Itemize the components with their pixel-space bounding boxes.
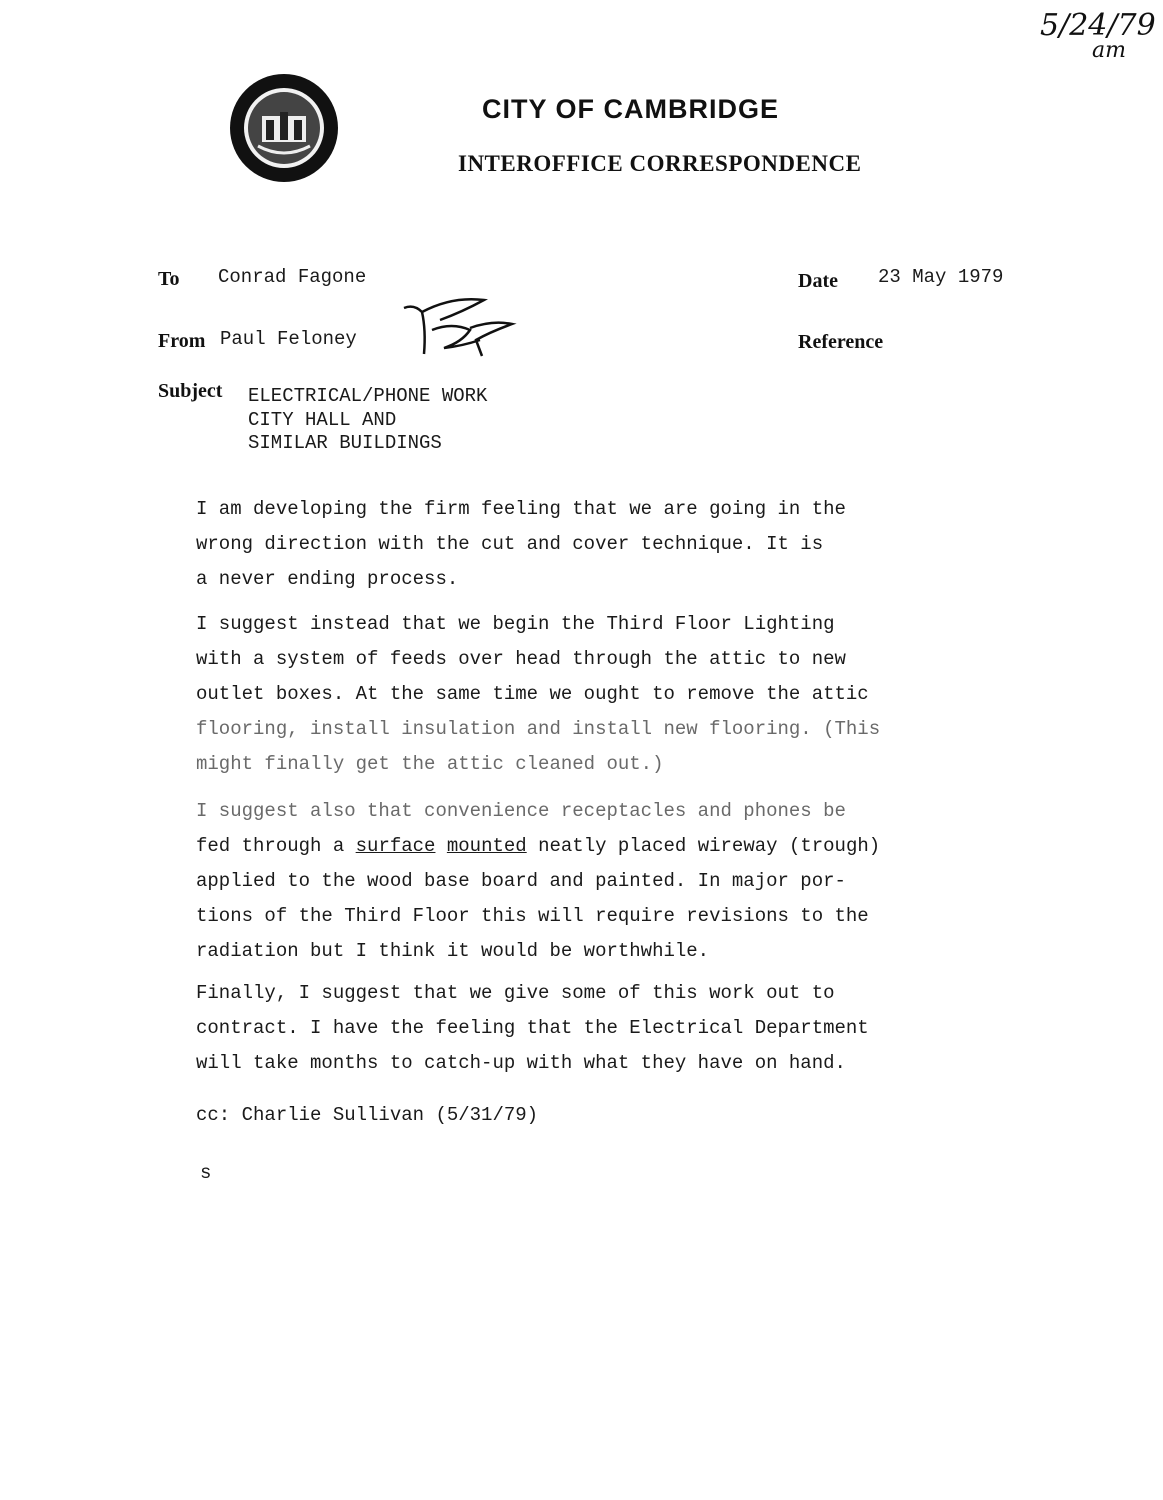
letterhead-title: CITY OF CAMBRIDGE — [482, 94, 780, 124]
date-value: 23 May 1979 — [878, 266, 1004, 288]
text-run: fed through a — [196, 835, 356, 857]
paragraph-3-line: I suggest also that convenience receptacles and phones be — [196, 800, 846, 822]
subject-line-3: SIMILAR BUILDINGS — [248, 432, 442, 454]
paragraph-2-line: with a system of feeds over head through the attic to new — [196, 648, 846, 670]
date-label: Date — [798, 270, 838, 292]
paragraph-4-line: will take months to catch-up with what they have on hand. — [196, 1052, 846, 1074]
to-label: To — [158, 268, 180, 290]
paragraph-3-line — [196, 829, 880, 864]
paragraph-4-line: Finally, I suggest that we give some of this work out to — [196, 982, 835, 1004]
paragraph-2-line: outlet boxes. At the same time we ought to remove the attic — [196, 683, 869, 705]
to-value: Conrad Fagone — [218, 266, 367, 288]
text-run: neatly placed wireway (trough) — [526, 835, 881, 857]
paragraph-1-line: wrong direction with the cut and cover technique. It is — [196, 533, 824, 555]
subject-label: Subject — [158, 380, 223, 402]
subject-line-1: ELECTRICAL/PHONE WORK — [248, 385, 488, 407]
typist-initial: s — [200, 1162, 212, 1184]
paragraph-3-line: tions of the Third Floor this will require revisions to the — [196, 905, 869, 927]
paragraph-4 — [196, 976, 869, 1081]
underlined-word-mounted: mounted — [446, 835, 527, 857]
paragraph-1-line: a never ending process. — [196, 568, 459, 590]
paragraph-1-line: I am developing the firm feeling that we are going in the — [196, 498, 846, 520]
from-value: Paul Feloney — [220, 328, 357, 350]
paragraph-3-line: applied to the wood base board and painted. In major por- — [196, 870, 846, 892]
from-label: From — [158, 330, 206, 352]
reference-label: Reference — [798, 331, 884, 353]
letterhead-subtitle: INTEROFFICE CORRESPONDENCE — [458, 151, 862, 176]
handwritten-initials: am — [1092, 38, 1126, 63]
cc-line: cc: Charlie Sullivan (5/31/79) — [196, 1104, 539, 1126]
paragraph-4-line: contract. I have the feeling that the Electrical Department — [196, 1017, 869, 1039]
signature-initials — [392, 290, 522, 366]
paragraph-3-line: radiation but I think it would be worthwhile. — [196, 940, 710, 962]
paragraph-2-line: flooring, install insulation and install new flooring. (This — [196, 718, 881, 740]
paragraph-2-line: I suggest instead that we begin the Third Floor Lighting — [196, 613, 835, 635]
handwritten-date: 5/24/79 — [1040, 8, 1156, 43]
paragraph-2 — [196, 607, 880, 782]
subject-line-2: CITY HALL AND — [248, 409, 397, 431]
paragraph-2-line: might finally get the attic cleaned out.) — [196, 753, 664, 775]
underlined-word-surface: surface — [355, 835, 436, 857]
paragraph-3 — [196, 794, 880, 969]
city-seal-icon — [228, 72, 340, 184]
paragraph-1 — [196, 492, 846, 597]
text-run — [435, 835, 446, 857]
